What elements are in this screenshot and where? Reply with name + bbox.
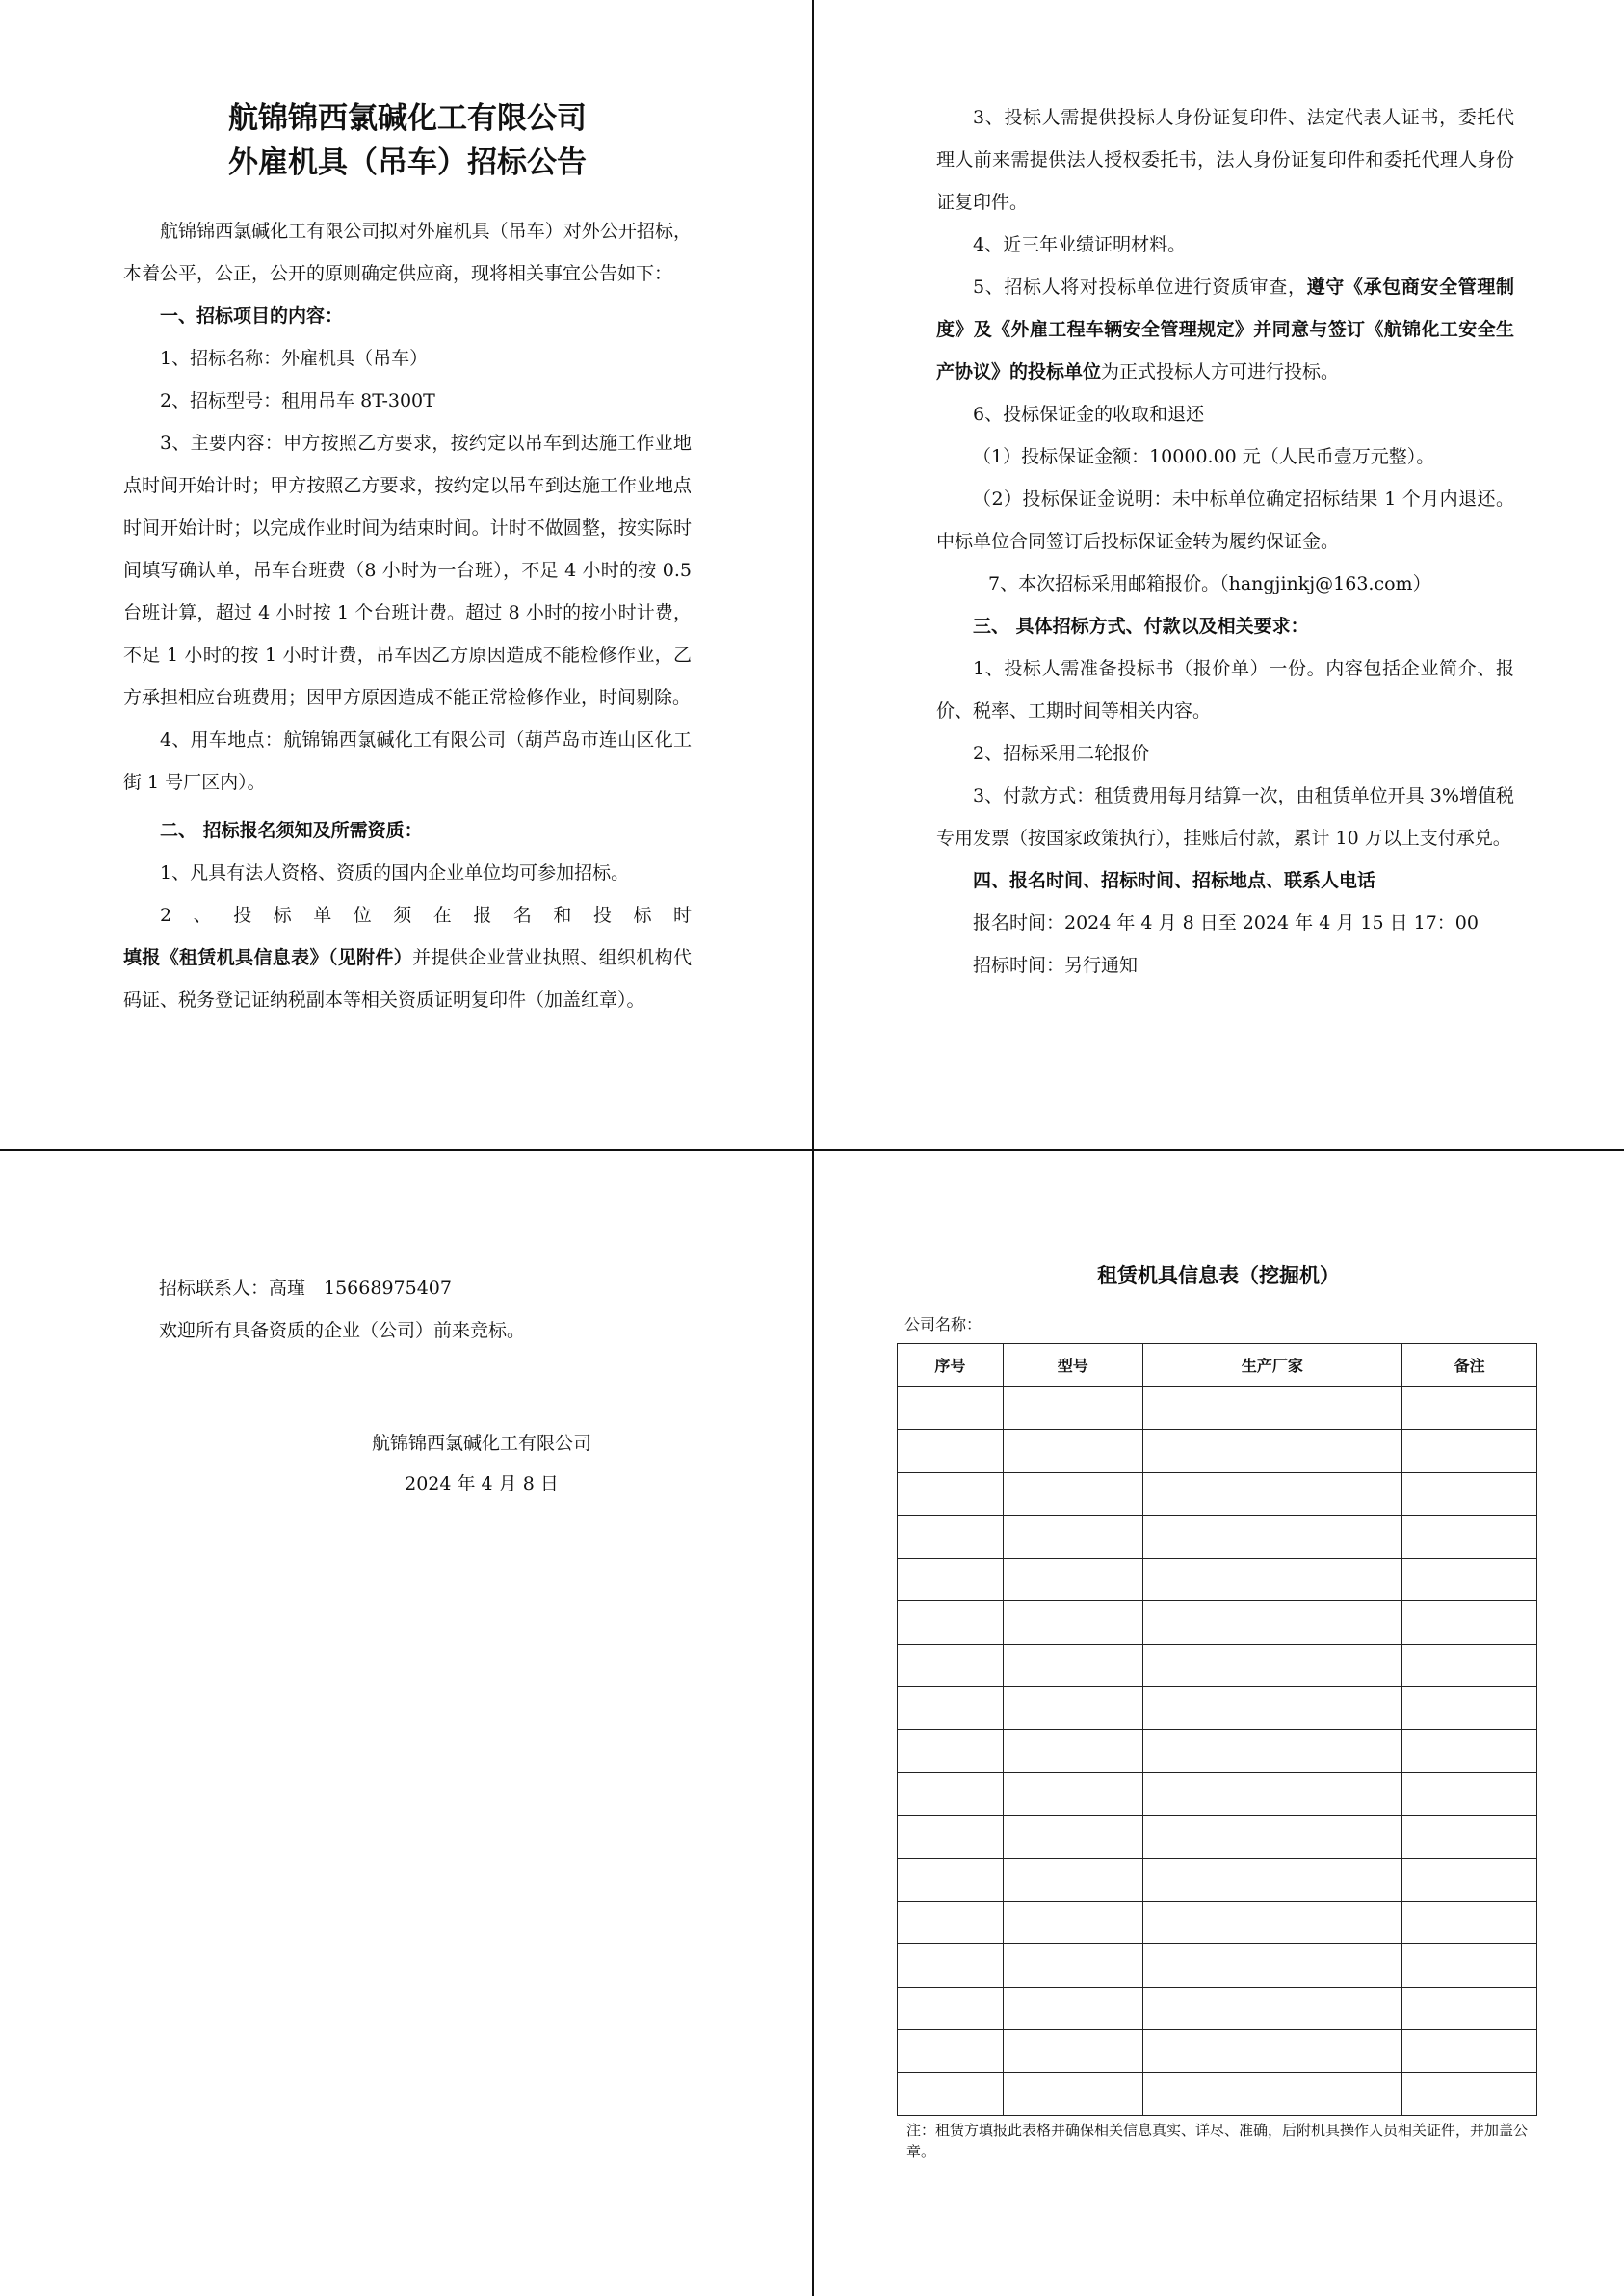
- section-3-item-1: 1、投标人需准备投标书（报价单）一份。内容包括企业简介、报价、税率、工期时间等相关内容。: [936, 658, 1514, 722]
- vertical-page-divider: [812, 0, 814, 2296]
- table-cell[interactable]: [1142, 1944, 1402, 1988]
- table-cell[interactable]: [898, 1815, 1004, 1859]
- table-cell[interactable]: [1003, 1987, 1142, 2030]
- table-cell[interactable]: [1402, 1901, 1537, 1944]
- table-cell[interactable]: [1142, 1815, 1402, 1859]
- table-cell[interactable]: [1142, 2030, 1402, 2073]
- table-cell[interactable]: [1402, 1729, 1537, 1773]
- table-row: [898, 1687, 1537, 1730]
- table-row: [898, 1386, 1537, 1430]
- table-cell[interactable]: [898, 1601, 1004, 1645]
- table-note: 注：租赁方填报此表格并确保相关信息真实、详尽、准确，后附机具操作人员相关证件，并加盖公章。: [906, 2122, 1529, 2160]
- table-cell[interactable]: [1402, 1644, 1537, 1687]
- table-cell[interactable]: [1142, 1601, 1402, 1645]
- s2i2-pre: 2、投标单位须在报名和投标时: [160, 905, 692, 926]
- table-row: [898, 1472, 1537, 1516]
- table-cell[interactable]: [898, 1516, 1004, 1559]
- table-cell[interactable]: [898, 1859, 1004, 1902]
- table-cell[interactable]: [1402, 1558, 1537, 1601]
- table-cell[interactable]: [898, 1386, 1004, 1430]
- contact-person: 招标联系人：高瑾 15668975407: [159, 1278, 452, 1299]
- table-cell[interactable]: [1003, 1516, 1142, 1559]
- item-p5: [936, 266, 1514, 393]
- signature-date: 2024 年 4 月 8 日: [405, 1473, 559, 1494]
- table-cell[interactable]: [1142, 1859, 1402, 1902]
- table-cell[interactable]: [1142, 1729, 1402, 1773]
- section-2-item-2: [123, 894, 692, 1021]
- table-cell[interactable]: [1402, 2072, 1537, 2116]
- table-row: [898, 1773, 1537, 1816]
- header-serial: 序号: [898, 1344, 1004, 1387]
- table-row: [898, 1430, 1537, 1473]
- item-p7: 7、本次招标采用邮箱报价。（hangjinkj@163.com）: [988, 573, 1431, 594]
- table-cell[interactable]: [1402, 1944, 1537, 1988]
- table-cell[interactable]: [898, 1987, 1004, 2030]
- table-cell[interactable]: [898, 1687, 1004, 1730]
- table-cell[interactable]: [1402, 1815, 1537, 1859]
- table-cell[interactable]: [1003, 1773, 1142, 1816]
- page-1: [123, 87, 692, 1021]
- equipment-info-table: [897, 1343, 1537, 2116]
- table-row: [898, 1815, 1537, 1859]
- item-4: 4、用车地点：航锦锦西氯碱化工有限公司（葫芦岛市连山区化工街 1 号厂区内）。: [123, 729, 692, 793]
- table-cell[interactable]: [898, 2072, 1004, 2116]
- table-cell[interactable]: [1003, 1472, 1142, 1516]
- intro-paragraph: 航锦锦西氯碱化工有限公司拟对外雇机具（吊车）对外公开招标，本着公平，公正，公开的原则确定供应商，现将相关事宜公告如下：: [123, 221, 692, 284]
- table-cell[interactable]: [898, 1430, 1004, 1473]
- table-cell[interactable]: [1142, 1773, 1402, 1816]
- table-cell[interactable]: [1402, 1430, 1537, 1473]
- table-cell[interactable]: [898, 1472, 1004, 1516]
- item-2: 2、招标型号：租用吊车 8T-300T: [160, 390, 435, 411]
- table-row: [898, 1601, 1537, 1645]
- item-p3: 3、投标人需提供投标人身份证复印件、法定代表人证书，委托代理人前来需提供法人授权委托书，法人身份证复印件和委托代理人身份证复印件。: [936, 107, 1514, 213]
- table-cell[interactable]: [1003, 1386, 1142, 1430]
- header-model: 型号: [1003, 1344, 1142, 1387]
- table-row: [898, 1516, 1537, 1559]
- table-row: [898, 1901, 1537, 1944]
- table-cell[interactable]: [1402, 2030, 1537, 2073]
- table-cell[interactable]: [898, 2030, 1004, 2073]
- item-p6-1: （1）投标保证金额：10000.00 元（人民币壹万元整）。: [973, 446, 1435, 467]
- page-3: [159, 1267, 698, 1504]
- table-cell[interactable]: [1003, 1815, 1142, 1859]
- table-row: [898, 2030, 1537, 2073]
- table-cell[interactable]: [1402, 1386, 1537, 1430]
- table-cell[interactable]: [898, 1558, 1004, 1601]
- table-cell[interactable]: [898, 1901, 1004, 1944]
- notice-title: [123, 96, 692, 185]
- table-cell[interactable]: [1142, 1516, 1402, 1559]
- item-p6: 6、投标保证金的收取和退还: [973, 404, 1205, 425]
- table-cell[interactable]: [1402, 1472, 1537, 1516]
- table-title: 租赁机具信息表（挖掘机）: [1097, 1264, 1340, 1287]
- table-cell[interactable]: [1003, 1558, 1142, 1601]
- page-2: [936, 96, 1514, 987]
- table-cell[interactable]: [1402, 1687, 1537, 1730]
- signature-company: 航锦锦西氯碱化工有限公司: [371, 1433, 591, 1454]
- table-cell[interactable]: [1003, 1644, 1142, 1687]
- table-row: [898, 2072, 1537, 2116]
- table-cell[interactable]: [1003, 2072, 1142, 2116]
- table-row: [898, 1987, 1537, 2030]
- p5-bold: 遵守《承包商安全管理制度》及《外雇工程车辆安全管理规定》并同意与签订《航锦化工安全生产协议》的投标单位: [936, 277, 1514, 383]
- registration-time: 报名时间：2024 年 4 月 8 日至 2024 年 4 月 15 日 17：00: [973, 912, 1479, 934]
- bidding-time: 招标时间：另行通知: [973, 955, 1139, 976]
- horizontal-page-divider: [0, 1149, 1624, 1151]
- page-4: [891, 1253, 1546, 2162]
- section-3-item-3: 3、付款方式：租赁费用每月结算一次，由租赁单位开具 3%增值税专用发票（按国家政策执行），挂账后付款，累计 10 万以上支付承兑。: [936, 785, 1514, 849]
- section-2-item-1: 1、凡具有法人资格、资质的国内企业单位均可参加招标。: [160, 862, 630, 884]
- table-cell[interactable]: [1003, 1430, 1142, 1473]
- item-p4: 4、近三年业绩证明材料。: [973, 234, 1187, 255]
- s2i2-post: 并提供企业营业执照、组织机构代码证、税务登记证纳税副本等相关资质证明复印件（加盖红章）。: [123, 947, 692, 1011]
- table-cell[interactable]: [1003, 1601, 1142, 1645]
- table-cell[interactable]: [1142, 1987, 1402, 2030]
- table-cell[interactable]: [1142, 1472, 1402, 1516]
- company-name-label: 公司名称：: [904, 1315, 982, 1333]
- item-3: 3、主要内容：甲方按照乙方要求，按约定以吊车到达施工作业地点时间开始计时；甲方按照乙方要求，按约定以吊车到达施工作业地点时间开始计时；以完成作业时间为结束时间。计时不做圆整，按实际时间填写确认单，吊车台班费（8 小时为一台班），不足 4 小时的按 0.5 台班计算，超过 4 小时按 1 个台班计费。超过 8 小时的按小时计费，不足 1 小时的按 1 小时计费，吊车因乙方原因造成不能检修作业，乙方承担相应台班费用；因甲方原因造成不能正常检修作业，时间剔除。: [123, 433, 692, 708]
- table-cell[interactable]: [1402, 1516, 1537, 1559]
- signature-block: [265, 1423, 698, 1504]
- table-row: [898, 1859, 1537, 1902]
- header-remarks: 备注: [1402, 1344, 1537, 1387]
- table-cell[interactable]: [1003, 2030, 1142, 2073]
- table-header-row: [898, 1344, 1537, 1387]
- table-cell[interactable]: [898, 1644, 1004, 1687]
- welcome-text: 欢迎所有具备资质的企业（公司）前来竞标。: [159, 1320, 526, 1341]
- table-cell[interactable]: [1142, 1644, 1402, 1687]
- title-line-2: 外雇机具（吊车）招标公告: [228, 145, 587, 180]
- table-cell[interactable]: [1142, 1687, 1402, 1730]
- section-3-item-2: 2、招标采用二轮报价: [973, 743, 1150, 764]
- table-cell[interactable]: [898, 1729, 1004, 1773]
- table-row: [898, 1729, 1537, 1773]
- section-3-heading: 三、 具体招标方式、付款以及相关要求：: [973, 616, 1309, 637]
- title-line-1: 航锦锦西氯碱化工有限公司: [228, 101, 587, 136]
- table-cell[interactable]: [1402, 1601, 1537, 1645]
- table-cell[interactable]: [1142, 1901, 1402, 1944]
- section-1-heading: 一、招标项目的内容：: [160, 305, 344, 327]
- table-cell[interactable]: [1142, 2072, 1402, 2116]
- table-cell[interactable]: [1003, 1729, 1142, 1773]
- s2i2-bold: 填报《租赁机具信息表》（见附件）: [123, 947, 413, 968]
- table-cell[interactable]: [1003, 1901, 1142, 1944]
- table-cell[interactable]: [898, 1944, 1004, 1988]
- p5-pre: 5、招标人将对投标单位进行资质审查，: [973, 277, 1307, 298]
- section-2-heading: 二、 招标报名须知及所需资质：: [160, 820, 423, 841]
- table-cell[interactable]: [898, 1773, 1004, 1816]
- table-row: [898, 1558, 1537, 1601]
- table-cell[interactable]: [1142, 1558, 1402, 1601]
- table-cell[interactable]: [1142, 1430, 1402, 1473]
- table-cell[interactable]: [1402, 1987, 1537, 2030]
- table-cell[interactable]: [1003, 1687, 1142, 1730]
- table-cell[interactable]: [1003, 1944, 1142, 1988]
- table-cell[interactable]: [1402, 1773, 1537, 1816]
- header-manufacturer: 生产厂家: [1142, 1344, 1402, 1387]
- table-cell[interactable]: [1402, 1859, 1537, 1902]
- p5-post: 为正式投标人方可进行投标。: [1101, 361, 1340, 383]
- section-4-heading: 四、报名时间、招标时间、招标地点、联系人电话: [973, 870, 1376, 891]
- item-1: 1、招标名称：外雇机具（吊车）: [160, 348, 429, 369]
- table-cell[interactable]: [1142, 1386, 1402, 1430]
- table-row: [898, 1944, 1537, 1988]
- table-cell[interactable]: [1003, 1859, 1142, 1902]
- table-row: [898, 1644, 1537, 1687]
- item-p6-2: （2）投标保证金说明：未中标单位确定招标结果 1 个月内退还。中标单位合同签订后投标保证金转为履约保证金。: [936, 488, 1514, 552]
